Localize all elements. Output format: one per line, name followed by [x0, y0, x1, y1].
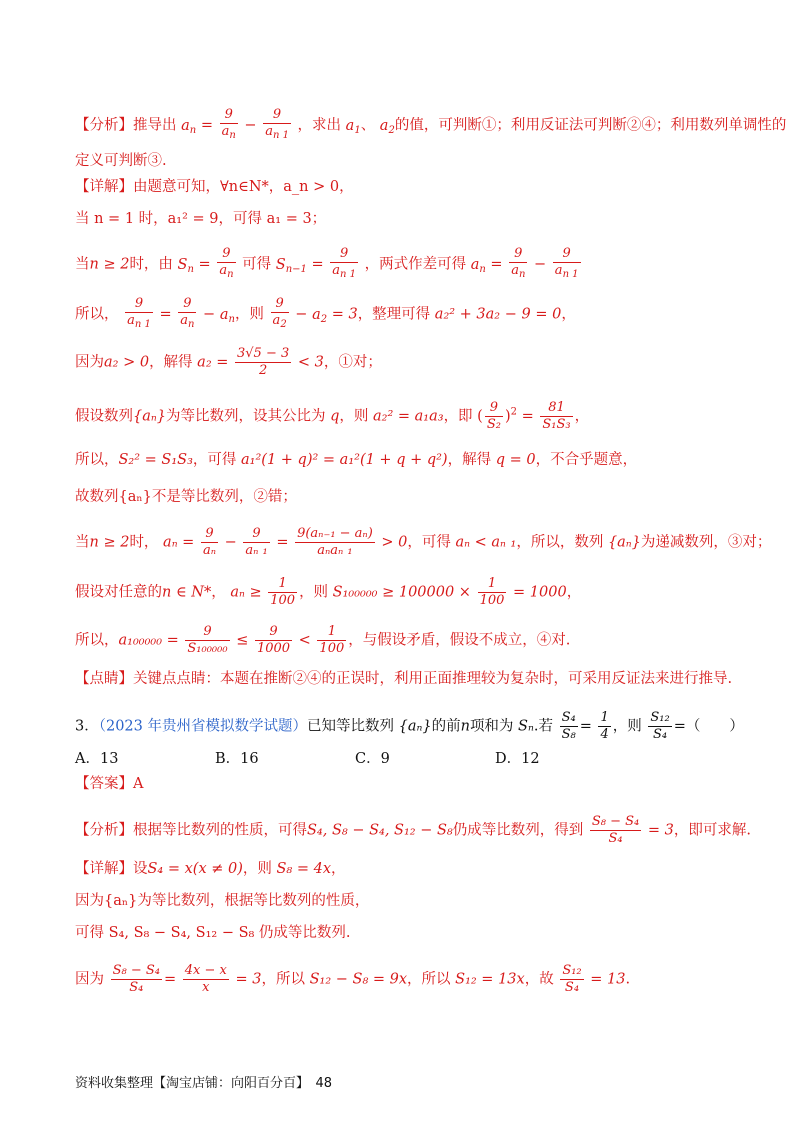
detail-line-10: 假设对任意的n ∈ N*， aₙ ≥ $\frac{1}{100}$ ，则 S₁₀₀₀₀₀ ≥ 100000 × $\frac{1}{100}$ = 1000， — [75, 576, 582, 608]
detail-line-9: 当n ≥ 2时， aₙ = $\frac{9}{\text{aₙ}}$ − $\frac{9}{\text{aₙ ₁}}$ = $\frac{\text{9(aₙ₋₁ − aₙ)}}{\text{aₙaₙ ₁}}$ > 0，可得 aₙ < aₙ ₁，所以，数列 {aₙ}为递减数列，③对； — [75, 526, 772, 558]
analysis-q3: 【分析】根据等比数列的性质，可得S₄, S₈ − S₄, S₁₂ − S₈仍成等比数列，得到 $\frac{\text{S₈ − S₄}}{\text{S₄}}$ = 3，即可求解. — [75, 814, 751, 846]
detail-line-7: 所以，S₂² = S₁S₃，可得 a₁²(1 + q)² = a₁²(1 + q + q²)，解得 q = 0，不合乎题意， — [75, 452, 638, 468]
question-source: （2023 年贵州省模拟数学试题） — [98, 718, 307, 735]
answer-line: 【答案】A — [75, 776, 144, 792]
detail-line-2: 当 n = 1 时，a₁² = 9，可得 a₁ = 3； — [75, 211, 327, 227]
detail-line-1: 【详解】由题意可知，∀n∈N*，a_n > 0， — [75, 179, 354, 195]
question-3: 3．（2023 年贵州省模拟数学试题）已知等比数列 {aₙ}的前n项和为 Sₙ.若 $\frac{\text{S₄}}{\text{S₈}}$ = $\frac{1}{4}$ ，则 $\frac{\text{S₁₂}}{\text{S₄}}$ =（ ） — [75, 710, 744, 742]
tip-line: 【点睛】关键点点睛：本题在推断②④的正误时，利用正面推理较为复杂时，可采用反证法来进行推导. — [75, 671, 733, 687]
detail-q3-3: 可得 S₄, S₈ − S₄, S₁₂ − S₈ 仍成等比数列. — [75, 925, 351, 941]
fraction: $\frac{9}{a_{n 1}}$ — [554, 246, 579, 280]
detail-line-8: 故数列{aₙ}不是等比数列，②错； — [75, 489, 297, 505]
page-footer: 资料收集整理【淘宝店铺：向阳百分百】 48 — [75, 1076, 333, 1091]
choice-a: A．13 — [75, 751, 119, 767]
fraction: $\frac{9}{a_n}$ — [221, 107, 236, 141]
choices — [75, 748, 735, 770]
detail-q3-4: 因为 $\frac{\text{S₈ − S₄}}{\text{S₄}}$ = $\frac{4x - x}{x}$ = 3，所以 S₁₂ − S₈ = 9x，所以 S₁₂ = 13x，故 $\frac{\text{S₁₂}}{\text{S₄}}$ = 13. — [75, 963, 631, 995]
analysis-line-2: 定义可判断③. — [75, 153, 167, 169]
detail-line-4: 所以， $\frac{9}{a_{n 1}}$ = $\frac{9}{a_n}$ − $a_n$，则 $\frac{9}{a_2}$ − $a_2 = 3$，整理可得 a₂² + 3a₂ − 9 = 0， — [75, 296, 576, 330]
analysis-line-1: 【分析】推导出 $a_n$ = $\frac{9}{a_n}$ − $\frac{9}{a_{n 1}}$ ，求出 $a_1$、 $a_2$的值，可判断①；利用反证法可判断②④；利用数列单调性的 — [75, 107, 735, 144]
detail-q3-2: 因为{aₙ}为等比数列，根据等比数列的性质， — [75, 893, 370, 909]
formula-an: $a_n$ — [181, 117, 197, 136]
choice-b: B．16 — [215, 751, 259, 767]
fraction: $\frac{9}{a_n}$ — [511, 246, 526, 280]
fraction: $\frac{9}{a_{n 1}}$ — [332, 246, 356, 280]
detail-line-6: 假设数列{aₙ}为等比数列，设其公比为 q，则 a₂² = a₁a₃，即 ( $\frac{9}{\text{S₂}}$ )$^2$ = $\frac{81}{\text{S₁S₃}}$ ， — [75, 400, 590, 432]
text: ，求出 — [297, 117, 342, 134]
choice-c: C．9 — [355, 751, 390, 767]
detail-line-3: 当n ≥ 2时，由 $S_n$ = $\frac{9}{a_n}$ 可得 $S_{n-1}$ = $\frac{9}{a_{n 1}}$ ，两式作差可得 $a_n$ = $\frac{9}{a_n}$ − $\frac{9}{a_{n 1}}$ — [75, 246, 735, 283]
fraction: $\frac{9}{a_n}$ — [219, 246, 234, 280]
text: 的值，可判断①；利用反证法可判断②④；利用数列单调性的 — [394, 117, 787, 134]
detail-q3-1: 【详解】设S₄ = x(x ≠ 0)，则 S₈ = 4x， — [75, 861, 346, 877]
analysis-label: 【分析】推导出 — [75, 117, 177, 134]
detail-line-5: 因为a₂ > 0，解得 a₂ = $\frac{3√5 - 3}{2}$ < 3，①对； — [75, 346, 382, 378]
fraction: $\frac{9}{a_{n 1}}$ — [265, 107, 289, 141]
choice-d: D．12 — [495, 751, 540, 767]
detail-line-11: 所以，a₁₀₀₀₀₀ = $\frac{9}{\text{S₁₀₀₀₀₀}}$ ≤ $\frac{9}{1000}$ < $\frac{1}{100}$ ，与假设矛盾，假设不成立，④对. — [75, 624, 571, 656]
